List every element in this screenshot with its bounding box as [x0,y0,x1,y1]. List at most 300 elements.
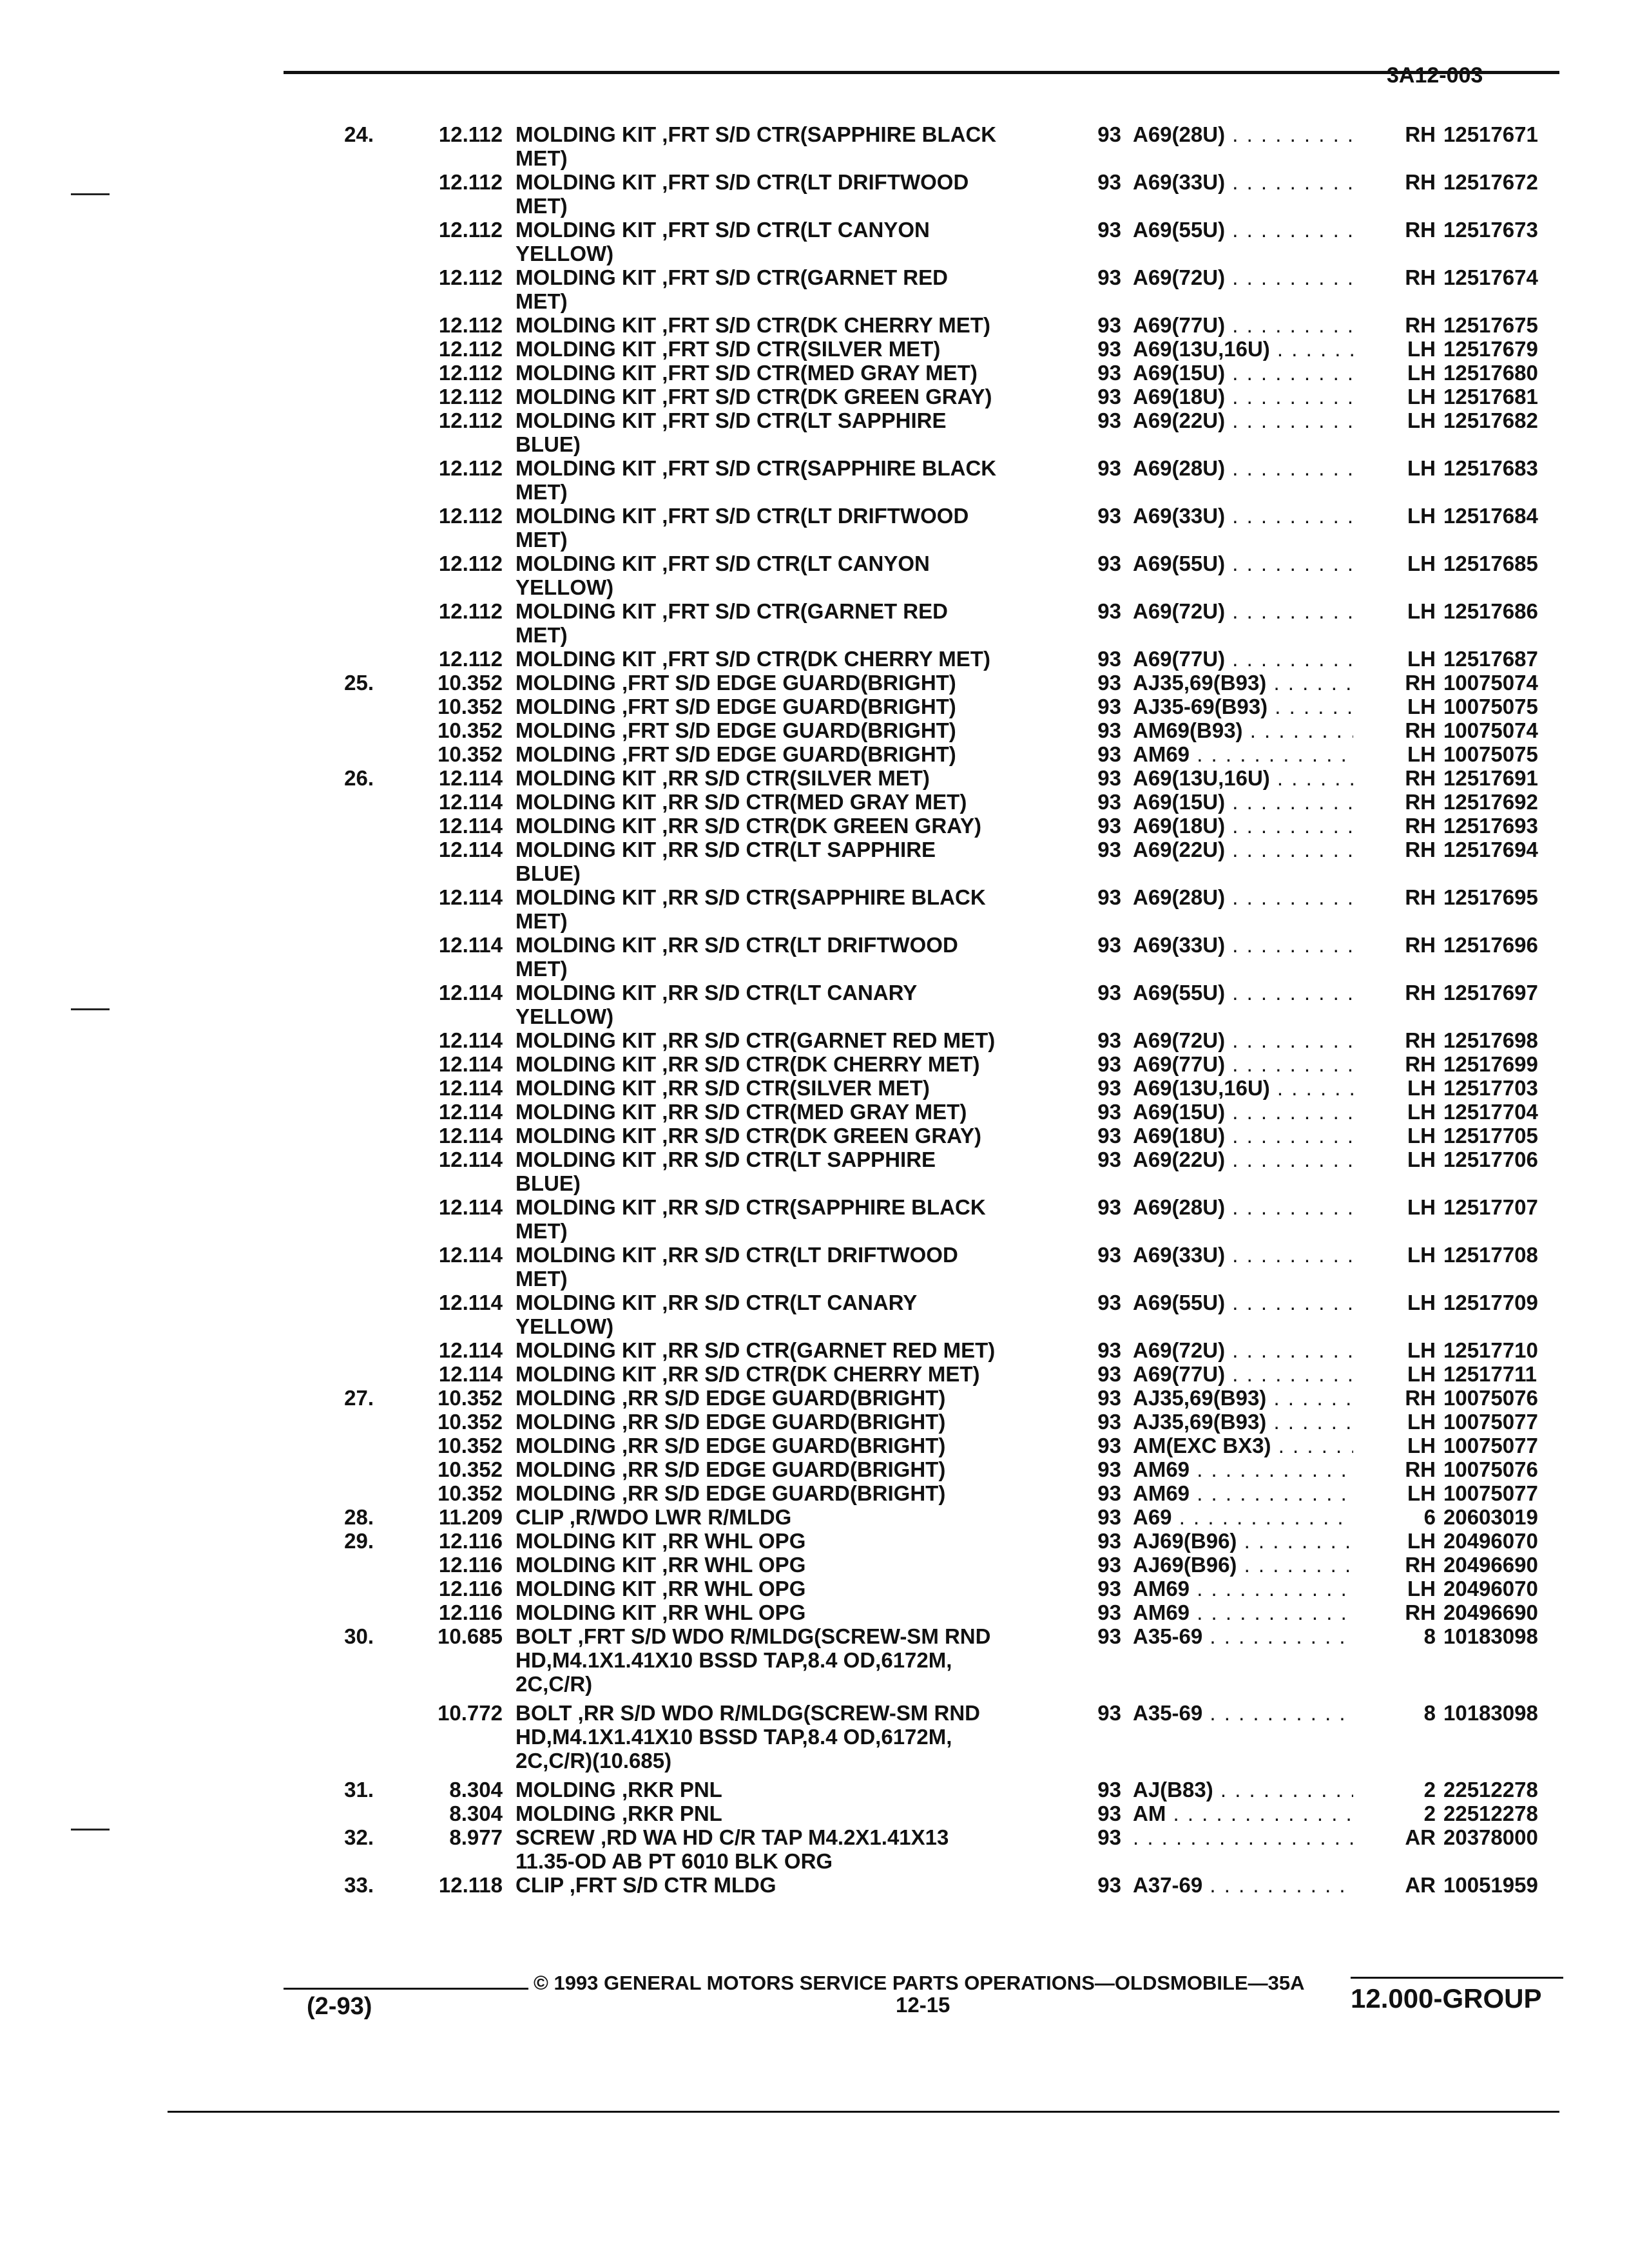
group-number: 12.112 [438,337,503,361]
group-number: 8.304 [449,1778,503,1802]
model-year: 93 [1097,838,1121,861]
part-number: 12517697 [1443,981,1538,1004]
part-number: 12517703 [1443,1076,1538,1100]
table-row [322,885,1559,933]
group-number: 12.112 [438,122,503,146]
part-number: 12517705 [1443,1124,1538,1148]
part-number: 20496070 [1443,1529,1538,1553]
footer-rule-left [284,1988,528,1990]
part-description: BOLT ,RR S/D WDO R/MLDG(SCREW-SM RND HD,M4.1X1.41X10 BSSD TAP,8.4 OD,6172M, 2C,C/R)(10.685) [516,1701,980,1773]
table-row [322,504,1559,552]
quantity: LH [1353,1100,1436,1124]
model-code: A69(72U) . . . [1133,599,1378,623]
group-number: 12.112 [438,218,503,242]
group-number: 12.114 [438,1100,503,1124]
group-number: 12.114 [438,814,503,838]
part-number: 12517696 [1443,933,1538,957]
quantity: AR [1353,1825,1436,1849]
part-description: MOLDING KIT ,RR S/D CTR(DK CHERRY MET) [516,1362,980,1386]
model-year: 93 [1097,1338,1121,1362]
model-year: 93 [1097,766,1121,790]
model-year: 93 [1097,671,1121,695]
part-description: MOLDING ,RR S/D EDGE GUARD(BRIGHT) [516,1481,946,1505]
illustration-number: 28. [344,1505,374,1529]
part-number: 12517694 [1443,838,1538,861]
quantity: RH [1353,718,1436,742]
table-row [322,1553,1559,1577]
part-description: SCREW ,RD WA HD C/R TAP M4.2X1.41X13 11.35-OD AB PT 6010 BLK ORG [516,1825,949,1873]
model-year: 93 [1097,1600,1121,1624]
model-year: 93 [1097,814,1121,838]
parts-list [322,122,1559,1897]
model-year: 93 [1097,313,1121,337]
quantity: LH [1353,742,1436,766]
model-code: AM69 . . . [1133,1481,1378,1505]
part-number: 12517704 [1443,1100,1538,1124]
part-number: 20378000 [1443,1825,1538,1849]
group-number: 12.114 [438,1028,503,1052]
model-year: 93 [1097,1386,1121,1410]
table-row [322,1195,1559,1243]
group-number: 12.114 [438,790,503,814]
model-code: A69(55U) . . . [1133,552,1378,575]
quantity: RH [1353,170,1436,194]
quantity: 2 [1353,1802,1436,1825]
group-number: 12.112 [438,599,503,623]
table-row [322,1148,1559,1195]
part-number: 12517680 [1443,361,1538,385]
model-year: 93 [1097,1701,1121,1725]
group-number: 12.112 [438,265,503,289]
group-number: 12.114 [438,838,503,861]
table-row [322,1577,1559,1600]
quantity: LH [1353,1481,1436,1505]
group-number: 12.112 [438,361,503,385]
table-row [322,313,1559,337]
quantity: LH [1353,1338,1436,1362]
part-description: MOLDING KIT ,RR S/D CTR(SAPPHIRE BLACK MET) [516,885,986,933]
part-description: MOLDING KIT ,FRT S/D CTR(GARNET RED MET) [516,599,948,647]
model-code: AM69 . . . [1133,742,1378,766]
model-year: 93 [1097,1457,1121,1481]
part-number: 12517698 [1443,1028,1538,1052]
part-description: MOLDING KIT ,RR WHL OPG [516,1553,806,1577]
group-number: 10.352 [438,1481,503,1505]
group-number: 12.114 [438,1076,503,1100]
part-number: 10075076 [1443,1386,1538,1410]
quantity: RH [1353,1028,1436,1052]
part-description: MOLDING ,FRT S/D EDGE GUARD(BRIGHT) [516,742,956,766]
model-code: A69(33U) . . . [1133,1243,1378,1267]
group-number: 12.118 [438,1873,503,1897]
model-code: A69(13U,16U) . . . [1133,337,1378,361]
table-row [322,695,1559,718]
model-year: 93 [1097,1529,1121,1553]
part-description: MOLDING KIT ,RR S/D CTR(LT DRIFTWOOD MET) [516,1243,958,1291]
quantity: 8 [1353,1701,1436,1725]
quantity: LH [1353,337,1436,361]
model-year: 93 [1097,408,1121,432]
part-description: MOLDING KIT ,RR S/D CTR(MED GRAY MET) [516,790,967,814]
part-number: 12517692 [1443,790,1538,814]
table-row [322,1701,1559,1778]
model-code: AM69 . . . [1133,1457,1378,1481]
group-number: 10.352 [438,671,503,695]
group-number: 10.685 [438,1624,503,1648]
model-year: 93 [1097,1052,1121,1076]
part-number: 12517695 [1443,885,1538,909]
copyright-notice: © 1993 GENERAL MOTORS SERVICE PARTS OPERATIONS—OLDSMOBILE—35A [534,1972,1305,1994]
table-row [322,337,1559,361]
part-number: 12517685 [1443,552,1538,575]
table-row [322,1076,1559,1100]
part-number: 12517672 [1443,170,1538,194]
model-year: 93 [1097,1410,1121,1434]
table-row [322,1600,1559,1624]
part-number: 20496070 [1443,1577,1538,1600]
quantity: LH [1353,1529,1436,1553]
group-number: 12.114 [438,885,503,909]
model-year: 93 [1097,1028,1121,1052]
model-code: A69(22U) . . . [1133,1148,1378,1171]
model-year: 93 [1097,337,1121,361]
part-number: 12517687 [1443,647,1538,671]
group-number: 12.114 [438,1195,503,1219]
quantity: LH [1353,385,1436,408]
model-code: A69(55U) . . . [1133,1291,1378,1314]
part-description: MOLDING KIT ,RR S/D CTR(LT CANARY YELLOW) [516,1291,918,1338]
table-row [322,385,1559,408]
quantity: RH [1353,122,1436,146]
table-row [322,1434,1559,1457]
model-year: 93 [1097,1505,1121,1529]
part-description: MOLDING KIT ,FRT S/D CTR(DK CHERRY MET) [516,313,990,337]
quantity: RH [1353,313,1436,337]
model-year: 93 [1097,1624,1121,1648]
model-code [1133,1825,1378,1849]
model-year: 93 [1097,122,1121,146]
part-number: 12517710 [1443,1338,1538,1362]
model-code: A69(18U) . . . [1133,385,1378,408]
quantity: LH [1353,695,1436,718]
part-number: 12517693 [1443,814,1538,838]
part-description: MOLDING KIT ,FRT S/D CTR(GARNET RED MET) [516,265,948,313]
group-number: 12.112 [438,385,503,408]
model-code: AM69 . . . [1133,1600,1378,1624]
model-year: 93 [1097,981,1121,1004]
model-code: A35-69 . . . [1133,1624,1378,1648]
page-number: 12-15 [896,1993,950,2017]
model-code: A69(33U) . . . [1133,170,1378,194]
model-year: 93 [1097,1148,1121,1171]
model-year: 93 [1097,1825,1121,1849]
model-code: A69(33U) . . . [1133,504,1378,528]
part-description: MOLDING KIT ,RR S/D CTR(DK CHERRY MET) [516,1052,980,1076]
group-number: 12.114 [438,1124,503,1148]
part-description: MOLDING KIT ,FRT S/D CTR(DK GREEN GRAY) [516,385,992,408]
model-year: 93 [1097,647,1121,671]
model-code: A69(72U) . . . [1133,1338,1378,1362]
table-row [322,1505,1559,1529]
table-row [322,1873,1559,1897]
page-code: 3A12-003 [1387,63,1483,88]
model-code: A69(18U) . . . [1133,1124,1378,1148]
group-number: 8.304 [449,1802,503,1825]
part-number: 10075074 [1443,718,1538,742]
group-number: 12.114 [438,766,503,790]
quantity: LH [1353,1124,1436,1148]
part-number: 12517708 [1443,1243,1538,1267]
part-number: 10075077 [1443,1434,1538,1457]
model-year: 93 [1097,1124,1121,1148]
part-number: 12517674 [1443,265,1538,289]
group-number: 12.114 [438,1148,503,1171]
model-year: 93 [1097,1434,1121,1457]
quantity: LH [1353,1076,1436,1100]
group-number: 12.114 [438,1362,503,1386]
quantity: 6 [1353,1505,1436,1529]
part-description: MOLDING ,FRT S/D EDGE GUARD(BRIGHT) [516,671,956,695]
model-year: 93 [1097,1076,1121,1100]
table-row [322,1457,1559,1481]
illustration-number: 32. [344,1825,374,1849]
part-description: MOLDING ,RR S/D EDGE GUARD(BRIGHT) [516,1410,946,1434]
group-number: 8.977 [449,1825,503,1849]
part-description: MOLDING KIT ,FRT S/D CTR(DK CHERRY MET) [516,647,990,671]
part-number: 10075075 [1443,695,1538,718]
quantity: RH [1353,265,1436,289]
part-description: MOLDING KIT ,RR WHL OPG [516,1600,806,1624]
table-row [322,1481,1559,1505]
part-number: 10183098 [1443,1701,1538,1725]
part-number: 12517707 [1443,1195,1538,1219]
table-row [322,838,1559,885]
model-code: A69(33U) . . . [1133,933,1378,957]
group-number: 10.352 [438,742,503,766]
model-year: 93 [1097,456,1121,480]
part-number: 10075077 [1443,1410,1538,1434]
model-year: 93 [1097,885,1121,909]
model-year: 93 [1097,265,1121,289]
model-code: A69(15U) . . . [1133,790,1378,814]
table-row [322,1386,1559,1410]
part-number: 22512278 [1443,1778,1538,1802]
bottom-rule [168,2111,1559,2113]
model-code: A69(28U) . . . [1133,122,1378,146]
model-year: 93 [1097,361,1121,385]
part-description: MOLDING KIT ,FRT S/D CTR(SILVER MET) [516,337,941,361]
quantity: LH [1353,1243,1436,1267]
illustration-number: 24. [344,122,374,146]
part-description: MOLDING KIT ,RR S/D CTR(LT SAPPHIRE BLUE) [516,1148,936,1195]
part-number: 10075074 [1443,671,1538,695]
quantity: RH [1353,1553,1436,1577]
part-description: MOLDING ,FRT S/D EDGE GUARD(BRIGHT) [516,695,956,718]
part-description: BOLT ,FRT S/D WDO R/MLDG(SCREW-SM RND HD,M4.1X1.41X10 BSSD TAP,8.4 OD,6172M, 2C,C/R) [516,1624,991,1696]
quantity: RH [1353,1052,1436,1076]
model-code: AJ69(B96) . . . [1133,1553,1378,1577]
part-number: 12517709 [1443,1291,1538,1314]
part-number: 10051959 [1443,1873,1538,1897]
group-number: 12.112 [438,647,503,671]
quantity: LH [1353,361,1436,385]
model-year: 93 [1097,1802,1121,1825]
quantity: LH [1353,1148,1436,1171]
model-code: A37-69 . . . [1133,1873,1378,1897]
part-description: MOLDING KIT ,RR S/D CTR(SILVER MET) [516,1076,930,1100]
quantity: LH [1353,1195,1436,1219]
group-number: 10.352 [438,718,503,742]
model-code: A69(77U) . . . [1133,1362,1378,1386]
table-row [322,933,1559,981]
table-row [322,408,1559,456]
part-description: MOLDING KIT ,RR S/D CTR(DK GREEN GRAY) [516,1124,981,1148]
footer-rule-right [1351,1977,1563,1979]
table-row [322,122,1559,170]
part-description: CLIP ,FRT S/D CTR MLDG [516,1873,776,1897]
group-number: 10.352 [438,695,503,718]
model-code: AJ35,69(B93) . . . [1133,1410,1378,1434]
part-number: 20496690 [1443,1600,1538,1624]
quantity: LH [1353,1577,1436,1600]
quantity: RH [1353,838,1436,861]
model-year: 93 [1097,718,1121,742]
model-code: A69(77U) . . . [1133,1052,1378,1076]
illustration-number: 30. [344,1624,374,1648]
model-code: A69(77U) . . . [1133,313,1378,337]
part-description: MOLDING KIT ,RR S/D CTR(LT CANARY YELLOW) [516,981,918,1028]
quantity: LH [1353,504,1436,528]
group-number: 12.112 [438,408,503,432]
group-number: 12.112 [438,170,503,194]
part-description: MOLDING KIT ,RR S/D CTR(GARNET RED MET) [516,1338,996,1362]
table-row [322,170,1559,218]
group-number: 12.114 [438,1338,503,1362]
model-year: 93 [1097,1778,1121,1802]
table-row [322,742,1559,766]
top-rule [284,71,1559,74]
table-row [322,1624,1559,1701]
quantity: RH [1353,1457,1436,1481]
group-number: 12.116 [438,1529,503,1553]
illustration-number: 29. [344,1529,374,1553]
model-year: 93 [1097,552,1121,575]
table-row [322,1529,1559,1553]
part-description: MOLDING ,RR S/D EDGE GUARD(BRIGHT) [516,1386,946,1410]
model-year: 93 [1097,790,1121,814]
part-description: MOLDING ,RKR PNL [516,1778,722,1802]
model-code: A69(55U) . . . [1133,981,1378,1004]
model-year: 93 [1097,218,1121,242]
part-number: 12517711 [1443,1362,1537,1386]
part-description: MOLDING KIT ,FRT S/D CTR(MED GRAY MET) [516,361,978,385]
model-year: 93 [1097,742,1121,766]
part-description: MOLDING ,RR S/D EDGE GUARD(BRIGHT) [516,1457,946,1481]
group-number: 11.209 [438,1505,503,1529]
model-year: 93 [1097,1577,1121,1600]
table-row [322,1100,1559,1124]
part-number: 12517684 [1443,504,1538,528]
group-number: 12.112 [438,456,503,480]
part-number: 10183098 [1443,1624,1538,1648]
model-code: A69(72U) . . . [1133,265,1378,289]
part-number: 10075076 [1443,1457,1538,1481]
model-code: A69(22U) . . . [1133,838,1378,861]
part-description: MOLDING ,RR S/D EDGE GUARD(BRIGHT) [516,1434,946,1457]
model-year: 93 [1097,1195,1121,1219]
part-description: MOLDING KIT ,RR S/D CTR(GARNET RED MET) [516,1028,996,1052]
part-number: 12517682 [1443,408,1538,432]
part-number: 12517686 [1443,599,1538,623]
part-description: MOLDING KIT ,RR S/D CTR(SAPPHIRE BLACK MET) [516,1195,986,1243]
model-code: A69 . . . [1133,1505,1378,1529]
table-row [322,552,1559,599]
model-code: A69(28U) . . . [1133,1195,1378,1219]
table-row [322,1410,1559,1434]
model-year: 93 [1097,1553,1121,1577]
part-description: MOLDING ,RKR PNL [516,1802,722,1825]
group-number: 12.114 [438,1243,503,1267]
model-code: A69(15U) . . . [1133,361,1378,385]
model-code: AJ35,69(B93) . . . [1133,1386,1378,1410]
part-number: 12517683 [1443,456,1538,480]
model-code: A69(15U) . . . [1133,1100,1378,1124]
quantity: RH [1353,885,1436,909]
model-code: A69(55U) . . . [1133,218,1378,242]
part-description: MOLDING KIT ,FRT S/D CTR(LT CANYON YELLOW) [516,218,930,265]
table-row [322,814,1559,838]
model-year: 93 [1097,504,1121,528]
model-code: A69(18U) . . . [1133,814,1378,838]
model-code: AM69 . . . [1133,1577,1378,1600]
table-row [322,718,1559,742]
part-number: 20603019 [1443,1505,1538,1529]
illustration-number: 26. [344,766,374,790]
model-code: AJ(B83) . . . [1133,1778,1378,1802]
table-row [322,766,1559,790]
part-description: MOLDING KIT ,RR WHL OPG [516,1577,806,1600]
part-description: MOLDING KIT ,RR S/D CTR(SILVER MET) [516,766,930,790]
model-code: AM(EXC BX3) . . . [1133,1434,1378,1457]
quantity: RH [1353,981,1436,1004]
margin-mark [71,193,110,195]
quantity: LH [1353,456,1436,480]
quantity: 2 [1353,1778,1436,1802]
group-number: 12.112 [438,504,503,528]
model-code: AJ35-69(B93) . . . [1133,695,1378,718]
table-row [322,599,1559,647]
quantity: RH [1353,766,1436,790]
part-description: MOLDING KIT ,FRT S/D CTR(LT DRIFTWOOD MET) [516,504,969,552]
margin-mark [71,1008,110,1010]
part-number: 10075077 [1443,1481,1538,1505]
part-number: 12517699 [1443,1052,1538,1076]
model-year: 93 [1097,1243,1121,1267]
table-row [322,265,1559,313]
illustration-number: 33. [344,1873,374,1897]
model-year: 93 [1097,1100,1121,1124]
quantity: RH [1353,814,1436,838]
part-description: MOLDING KIT ,FRT S/D CTR(SAPPHIRE BLACK MET) [516,122,997,170]
quantity: RH [1353,218,1436,242]
table-row [322,647,1559,671]
model-year: 93 [1097,695,1121,718]
table-row [322,1825,1559,1873]
table-row [322,1124,1559,1148]
group-number: 12.114 [438,1052,503,1076]
model-year: 93 [1097,385,1121,408]
model-year: 93 [1097,1291,1121,1314]
